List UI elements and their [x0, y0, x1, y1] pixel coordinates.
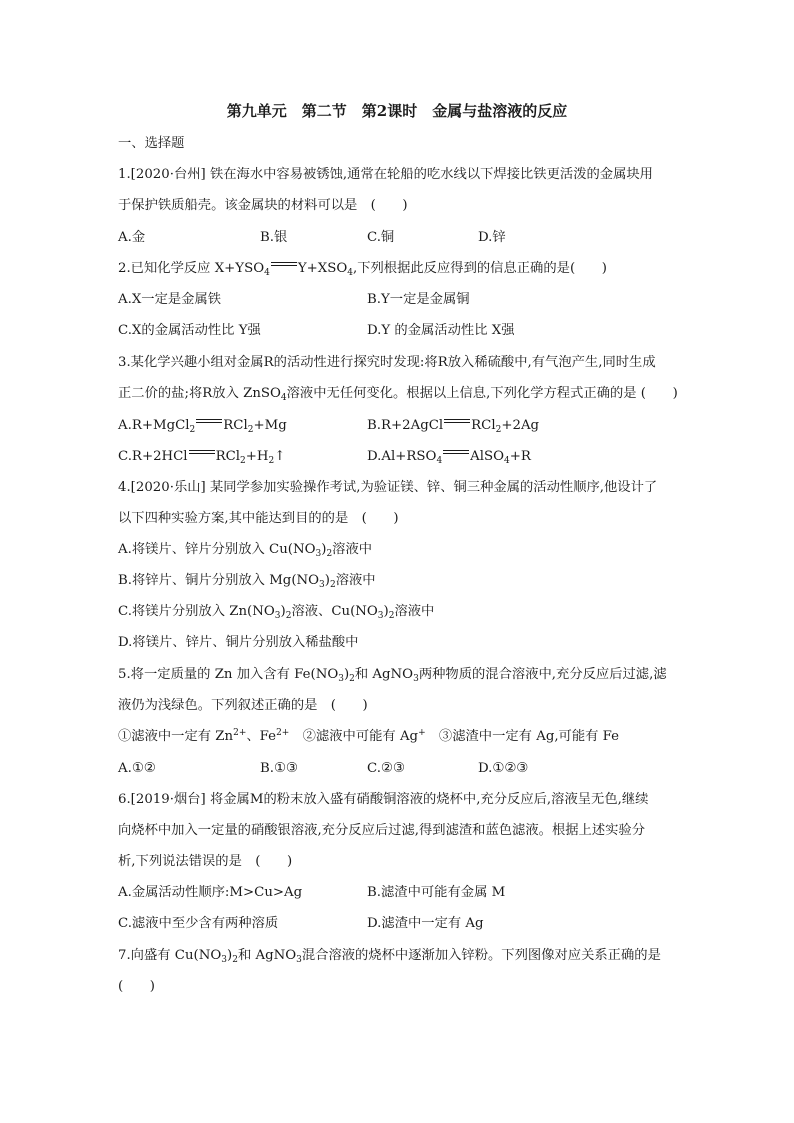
question-5-text: 5.将一定质量的 Zn 加入含有 $Fe(NO_3)_2$和 AgNO$_3$两种物质的混合溶液中,充分反应后过滤,滤 [118, 667, 667, 684]
question-3-option-b[interactable]: B.R+2AgCl RCl$_2$+2Ag [367, 418, 540, 435]
question-5-text-cont: 液仍为浅绿色。下列叙述正确的是 ( ) [118, 698, 368, 713]
question-6-option-c[interactable]: C.滤液中至少含有两种溶质 [118, 916, 279, 931]
question-3-option-a[interactable]: A.R+MgCl$_2$ RCl$_2$+Mg [118, 418, 287, 435]
question-6-text-cont-2: 析,下列说法错误的是 ( ) [118, 854, 293, 869]
question-2-text: 2.已知化学反应 $X+YSO_4$ $Y+XSO_4$,下列根据此反应得到的信息正确的是( ) [118, 261, 607, 278]
question-6-text-cont: 向烧杯中加入一定量的硝酸银溶液,充分反应后过滤,得到滤渣和蓝色滤液。根据上述实验分 [118, 823, 646, 838]
question-5-option-b[interactable]: B.①③ [260, 761, 298, 776]
page-title: 第九单元 第二节 第2课时 金属与盐溶液的反应 [226, 102, 568, 120]
equals-sign-icon [271, 260, 297, 270]
question-7-text: 7.向盛有 $Cu(NO_3)_2$和 AgNO$_3$混合溶液的烧杯中逐渐加入锌粉。下列图像对应关系正确的是 [118, 948, 661, 965]
question-1-text-cont: 于保护铁质船壳。该金属块的材料可以是 ( ) [118, 198, 408, 213]
question-4-text: 4.[2020·乐山] 某同学参加实验操作考试,为验证镁、锌、铜三种金属的活动性顺序,他设计了 [118, 480, 658, 495]
question-1-option-d[interactable]: D.锌 [478, 230, 506, 245]
equals-sign-icon [443, 448, 469, 458]
question-2-option-b[interactable]: B.Y一定是金属铜 [367, 292, 470, 307]
question-6-option-b[interactable]: B.滤渣中可能有金属 M [367, 885, 506, 900]
question-1-option-c[interactable]: C.铜 [367, 230, 395, 245]
question-3-text-cont: 正二价的盐;将R放入 ZnSO$_4$溶液中无任何变化。根据以上信息,下列化学方程式正确的是 ( ) [118, 386, 678, 403]
question-1-option-b[interactable]: B.银 [260, 230, 288, 245]
question-1-option-a[interactable]: A.金 [118, 230, 146, 245]
question-5-option-a[interactable]: A.①② [118, 761, 156, 776]
question-6-option-d[interactable]: D.滤渣中一定有 Ag [367, 916, 484, 931]
equals-sign-icon [196, 417, 222, 427]
question-4-option-b[interactable]: B.将锌片、铜片分别放入 $Mg(NO_3)_2$溶液中 [118, 573, 376, 590]
question-4-option-a[interactable]: A.将镁片、锌片分别放入 $Cu(NO_3)_2$溶液中 [118, 542, 373, 559]
question-5-statements: ①滤液中一定有 $Zn^{2+}$、$Fe^{2+}$ ②滤液中可能有 Ag+ ③滤渣中一定有 Ag,可能有 Fe [118, 728, 620, 744]
section-heading: 一、选择题 [118, 136, 185, 151]
question-3-option-c[interactable]: C.R+2HCl $RCl_2+H_2↑$ [118, 449, 286, 466]
equals-sign-icon [444, 417, 470, 427]
question-1-text: 1.[2020·台州] 铁在海水中容易被锈蚀,通常在轮船的吃水线以下焊接比铁更活泼的金属块用 [118, 167, 653, 182]
question-5-option-d[interactable]: D.①②③ [478, 761, 529, 776]
equals-sign-icon [189, 448, 215, 458]
question-7-text-cont: ( ) [118, 979, 155, 994]
question-2-option-c[interactable]: C.X的金属活动性比 Y强 [118, 323, 261, 338]
question-5-option-c[interactable]: C.②③ [367, 761, 405, 776]
question-3-text: 3.某化学兴趣小组对金属R的活动性进行探究时发现:将R放入稀硫酸中,有气泡产生,同时生成 [118, 355, 656, 370]
question-4-option-d[interactable]: D.将镁片、锌片、铜片分别放入稀盐酸中 [118, 635, 359, 650]
question-4-text-cont: 以下四种实验方案,其中能达到目的的是 ( ) [118, 511, 399, 526]
question-3-option-d[interactable]: $D.Al+RSO_4$ AlSO$_4$+R [367, 449, 531, 466]
question-6-option-a[interactable]: A.金属活动性顺序:M>Cu>Ag [118, 885, 303, 900]
question-6-text: 6.[2019·烟台] 将金属M的粉末放入盛有硝酸铜溶液的烧杯中,充分反应后,溶液呈无色,继续 [118, 792, 649, 807]
question-2-option-a[interactable]: A.X一定是金属铁 [118, 292, 222, 307]
question-2-option-d[interactable]: D.Y 的金属活动性比 X强 [367, 323, 515, 338]
question-4-option-c[interactable]: C.将镁片分别放入 $Zn(NO_3)_2$溶液、$Cu(NO_3)_2$溶液中 [118, 604, 435, 621]
